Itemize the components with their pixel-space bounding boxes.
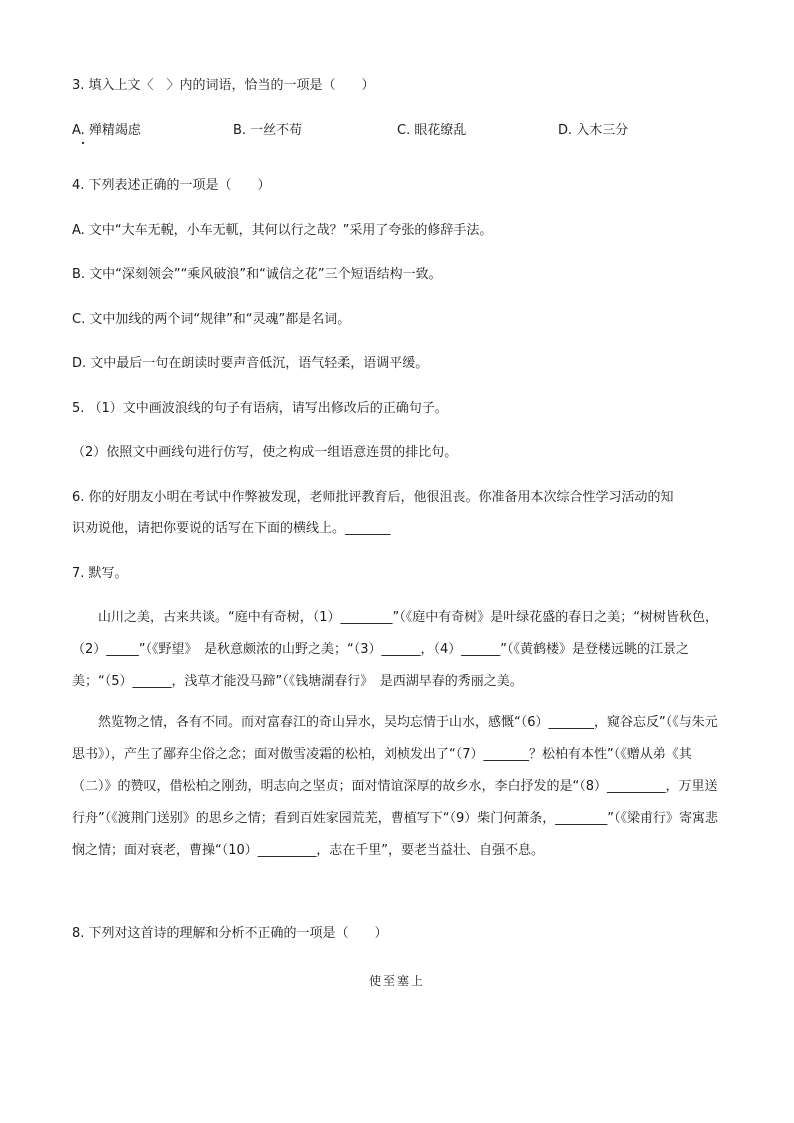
q4-option-c: C. 文中加线的两个词“规律”和“灵魂”都是名词。	[72, 312, 351, 327]
q4-stem: 4. 下列表述正确的一项是（ ）	[72, 178, 271, 193]
q8-stem: 8. 下列对这首诗的理解和分析不正确的一项是（ ）	[72, 926, 388, 941]
q5-part1: 5. （1）文中画波浪线的句子有语病，请写出修改后的正确句子。	[72, 401, 448, 416]
q4-option-b: B. 文中“深刻领会”“乘风破浪”和“诚信之花”三个短语结构一致。	[72, 267, 442, 282]
q3-option-d: D. 入木三分	[558, 123, 629, 138]
q4-option-d: D. 文中最后一句在朗读时要声音低沉，语气轻柔，语调平缓。	[72, 356, 429, 371]
q7-paragraph-1: 山川之美，古来共谈。“庭中有奇树，（1）________”（《庭中有奇树》是叶绿花盛的春日之美；“树树皆秋色，（2）_____”（《野望》 是秋意颇浓的山野之美；“（3）______，（4）______”（《黄鹤楼》是登楼远眺的江景之美；“（5）______，浅草才能没马蹄”（《钱塘湖春行》 是西湖早春的秀丽之美。	[72, 610, 718, 689]
q4-option-a: A. 文中“大车无輗，小车无軏，其何以行之哉？”采用了夸张的修辞手法。	[72, 223, 493, 238]
q5-part2: （2）依照文中画线句进行仿写，使之构成一组语意连贯的排比句。	[72, 445, 458, 460]
q7-paragraph-2: 然览物之情，各有不同。而对富春江的奇山异水，吴均忘情于山水，感慨“（6）_______，窥谷忘反”（《与朱元思书》），产生了鄙弃尘俗之念；面对傲雪凌霜的松柏，刘桢发出了“（7）_______？松柏有本性”（《赠从弟《其（二）》的赞叹，借松柏之刚劲，明志向之坚贞；面对情谊深厚的故乡水，李白抒发的是“（8）_________，万里送行舟”（《渡荆门送别》的思乡之情；看到百姓家园荒芜，曹植写下“（9）柴门何萧条，________”（《梁甫行》寄寓悲悯之情；面对衰老，曹操“（10）_________，志在千里”，要老当益壮、自强不息。	[72, 715, 718, 858]
stray-dot	[82, 142, 84, 144]
q3-option-c: C. 眼花缭乱	[397, 123, 467, 138]
q6-line2: 识劝说他，请把你要说的话写在下面的横线上。_______	[72, 521, 391, 536]
q3-option-a: A. 殚精竭虑	[72, 123, 141, 138]
q3-option-b: B. 一丝不苟	[233, 123, 303, 138]
q3-stem: 3. 填入上文〈 〉内的词语，恰当的一项是（ ）	[72, 78, 375, 93]
poem-title: 使至塞上	[368, 974, 425, 988]
q7-stem: 7. 默写。	[72, 566, 128, 581]
q6-line1: 6. 你的好朋友小明在考试中作弊被发现，老师批评教育后，他很沮丧。你准备用本次综合性学习活动的知	[72, 490, 674, 505]
